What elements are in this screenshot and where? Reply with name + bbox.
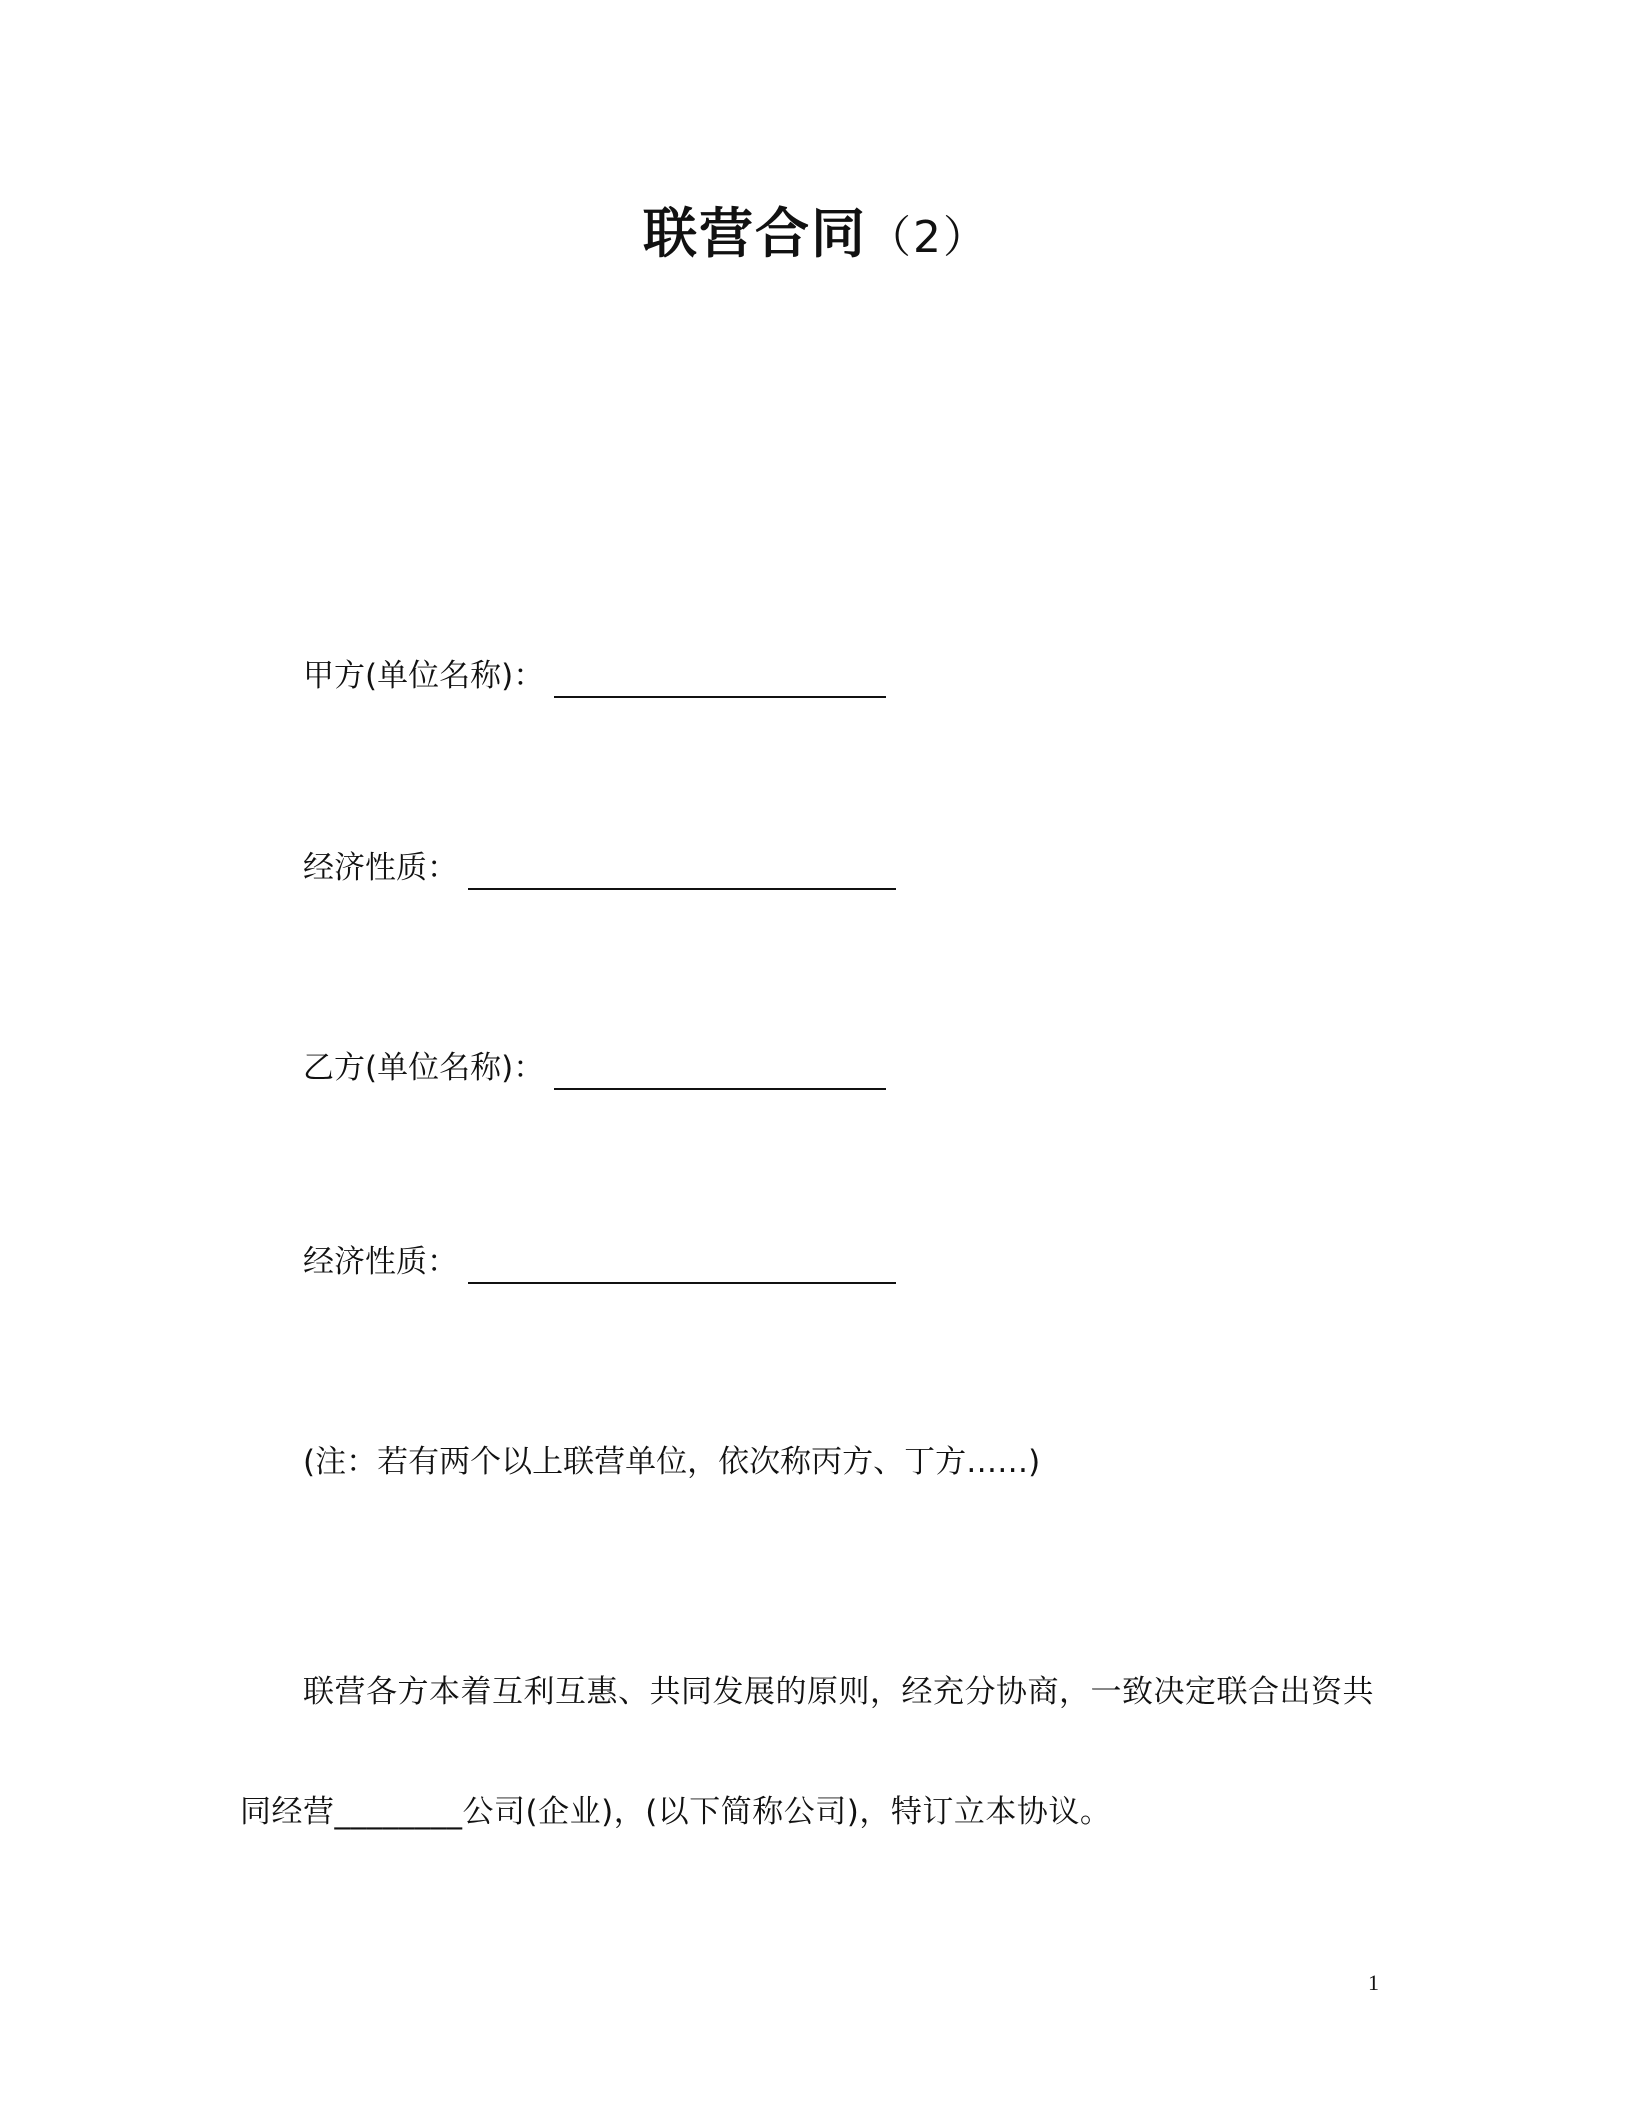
party-a-nature-blank xyxy=(468,848,896,890)
party-a-name-label: 甲方(单位名称)： xyxy=(303,658,545,694)
title-text: 联营合同 xyxy=(643,202,867,265)
party-b-name-blank xyxy=(554,1048,886,1090)
party-a-name-field xyxy=(303,654,886,698)
party-a-name-blank xyxy=(554,656,886,698)
page-number: 1 xyxy=(1368,1970,1379,1995)
party-a-nature-label: 经济性质： xyxy=(303,850,458,886)
multi-party-note: (注：若有两个以上联营单位，依次称丙方、丁方……) xyxy=(303,1444,1041,1480)
title-suffix: （2） xyxy=(867,212,989,263)
party-b-nature-label: 经济性质： xyxy=(303,1244,458,1280)
party-b-name-label: 乙方(单位名称)： xyxy=(303,1050,545,1086)
document-title xyxy=(0,198,1632,274)
agreement-paragraph: 联营各方本着互利互惠、共同发展的原则，经充分协商，一致决定联合出资共同经营________公司(企业)，(以下简称公司)，特订立本协议。 xyxy=(240,1674,1374,1830)
party-b-nature-field xyxy=(303,1240,896,1284)
party-b-nature-blank xyxy=(468,1242,896,1284)
party-a-nature-field xyxy=(303,846,896,890)
party-b-name-field xyxy=(303,1046,886,1090)
